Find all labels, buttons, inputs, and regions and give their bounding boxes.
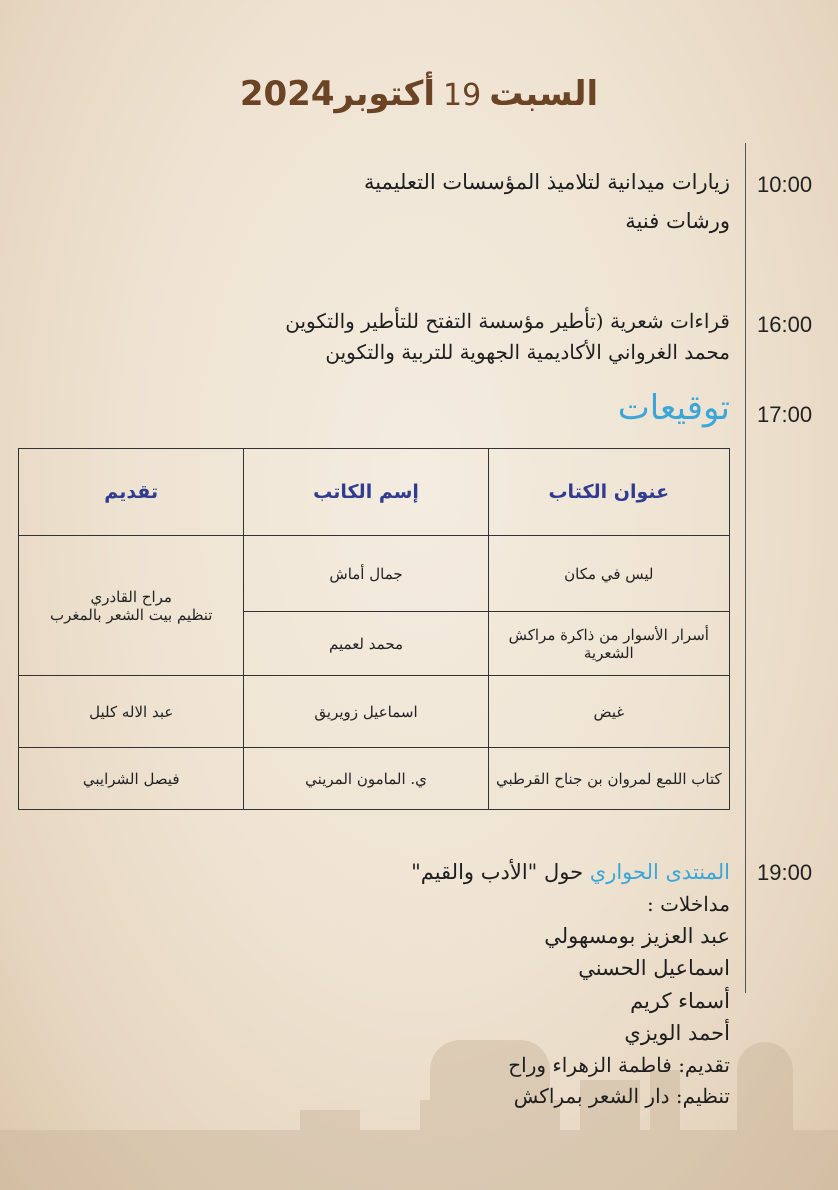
cell-book: ليس في مكان bbox=[488, 536, 729, 612]
session-line: ورشات فنية bbox=[625, 208, 730, 233]
speaker: عبد العزيز بومسهولي bbox=[544, 923, 730, 948]
table-row bbox=[19, 676, 730, 748]
time-1700: 17:00 bbox=[757, 402, 813, 427]
presenter-line: تنظيم بيت الشعر بالمغرب bbox=[49, 605, 213, 624]
cell-author: جمال أماش bbox=[244, 536, 488, 612]
interventions-label: مداخلات : bbox=[647, 891, 730, 916]
table-row bbox=[19, 536, 730, 612]
forum-name: المنتدى الحواري bbox=[589, 860, 730, 884]
speaker: أحمد الويزي bbox=[624, 1021, 730, 1046]
cell-presenter: عبد الاله كليل bbox=[19, 676, 244, 748]
session-signings bbox=[618, 388, 730, 428]
presenter-line: مراح القادري bbox=[90, 587, 172, 606]
speaker: اسماعيل الحسني bbox=[578, 956, 730, 981]
timeline-line bbox=[745, 143, 746, 993]
signings-table bbox=[18, 448, 730, 810]
table-header-row bbox=[19, 449, 730, 536]
time-1600: 16:00 bbox=[757, 312, 813, 337]
session-poetry-readings bbox=[285, 306, 730, 368]
speaker: أسماء كريم bbox=[630, 988, 730, 1013]
cell-author: اسماعيل زويريق bbox=[244, 676, 488, 748]
organization-credit: تنظيم: دار الشعر بمراكش bbox=[513, 1083, 730, 1108]
cell-book: كتاب اللمع لمروان بن جناح القرطبي bbox=[488, 748, 729, 810]
session-forum bbox=[411, 856, 730, 1112]
session-line: قراءات شعرية (تأطير مؤسسة التفتح للتأطير والتكوين bbox=[285, 309, 730, 333]
header-presenter: تقديم bbox=[19, 449, 244, 536]
signings-heading: توقيعات bbox=[617, 388, 730, 428]
page-title: السبت19أكتوبر2024 bbox=[239, 74, 599, 114]
forum-title-line bbox=[411, 856, 730, 889]
forum-topic: حول "الأدب والقيم" bbox=[411, 860, 584, 884]
cell-presenter-merged bbox=[19, 536, 244, 676]
session-visits bbox=[364, 166, 730, 237]
cell-book: أسرار الأسوار من ذاكرة مراكش الشعرية bbox=[488, 612, 729, 676]
time-1900: 19:00 bbox=[757, 860, 813, 885]
cell-author: محمد لعميم bbox=[244, 612, 488, 676]
table-row bbox=[19, 748, 730, 810]
session-line: محمد الغرواني الأكاديمية الجهوية للتربية والتكوين bbox=[325, 340, 730, 364]
cell-book: غيض bbox=[488, 676, 729, 748]
cell-author: ي. المامون المريني bbox=[244, 748, 488, 810]
header-book-title: عنوان الكتاب bbox=[488, 449, 729, 536]
header-author: إسم الكاتب bbox=[244, 449, 488, 536]
cell-presenter: فيصل الشرايبي bbox=[19, 748, 244, 810]
time-1000: 10:00 bbox=[757, 172, 813, 197]
session-line: زيارات ميدانية لتلاميذ المؤسسات التعليمية bbox=[363, 170, 730, 194]
presentation-credit: تقديم: فاطمة الزهراء وراح bbox=[508, 1052, 730, 1077]
